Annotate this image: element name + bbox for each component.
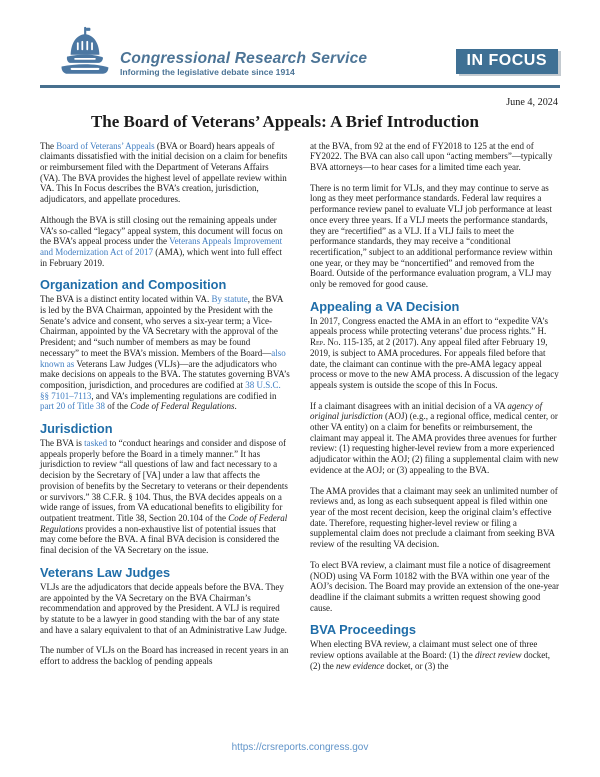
inline-link[interactable]: tasked [84, 438, 108, 449]
text-run: agency of original jurisdiction [310, 400, 543, 422]
text-run: docket, (2) the [310, 650, 551, 671]
paragraph [310, 316, 560, 391]
text-run: The number of VLJs on the Board has increased in recent years in an effort to address the backlog of pending appeals [40, 645, 289, 667]
text-run: In 2017, Congress enacted the AMA in an effort to “expedite VA’s appeals process while protecting veterans’ due process rights.” H. [310, 315, 548, 337]
text-run: (AMA), which went into full effect in February 2019. [40, 246, 283, 268]
in-focus-badge: IN FOCUS [456, 49, 558, 74]
paragraph [310, 401, 560, 476]
logo-tagline: Informing the legislative debate since 1914 [120, 67, 295, 77]
footer [0, 737, 600, 755]
text-run: , the BVA is led by the BVA Chairman, appointed by the President with the Senate’s advice and consent, who serves a six-year term; a Vice-Chairman, appointed by the VA Secretary with the approval of the President; and “such number of members as may be found necessary” to meet the BVA’s mission. Members of the Board— [40, 294, 283, 358]
text-run: There is no term limit for VLJs, and they may continue to serve as long as they meet performance standards. Federal law requires a performance review panel to evaluate VLJ job performance at least once every three years. If a VLJ meets the performance standards, they are “recertified” as a VLJ. If a VLJ fails to meet the performance standards, they may receive a “conditional recertification,” subject to an additional performance review within one year, or they may be “noncertified” and removed from the Board. Outside of the performance evaluation program, a VLJ may only be removed for good cause. [310, 182, 553, 290]
text-run: Code of Federal Regulations [40, 512, 288, 534]
text-run: Although the BVA is still closing out the remaining appeals under VA’s so-called “legacy” appeal system, this document will focus on the BVA’s appeal process under the [40, 214, 283, 247]
inline-link[interactable]: By statute [211, 294, 248, 305]
section-heading: Jurisdiction [40, 421, 113, 437]
inline-link[interactable]: Veterans Appeals Improvement and Modernization Act of 2017 [40, 236, 283, 257]
paragraph [40, 582, 290, 636]
paragraph [40, 215, 290, 269]
logo-title: Congressional Research Service [120, 50, 368, 67]
text-run: Rep. No. [310, 337, 341, 348]
text-run: The [40, 140, 57, 151]
text-run: at the BVA, from 92 at the end of FY2018 to 125 at the end of FY2022. The BVA can also call upon “acting members”—typically BVA attorneys—to hear cases for a limited time each year. [310, 140, 553, 172]
text-run: new evidence [336, 660, 385, 671]
text-run: When electing BVA review, a claimant must select one of three review options available at the Board: (1) the [310, 639, 538, 661]
paragraph [40, 294, 290, 412]
text-run: The BVA is a distinct entity located within VA. [40, 294, 212, 305]
logo-text [120, 50, 367, 80]
paragraph [40, 141, 290, 205]
inline-link[interactable]: part 20 of Title 38 [40, 401, 106, 412]
text-run: of the [105, 401, 131, 412]
text-run: direct review [474, 650, 522, 661]
text-run: (BVA or Board) hears appeals of claimants dissatisfied with the initial decision on a claim for benefits or reimbursement filed with the Department of Veterans Affairs (VA). The BVA provides the highest level of appellate review within VA. This In Focus describes the BVA’s creation, jurisdiction, adjudicators, and appellate procedures. [40, 140, 288, 205]
inline-link[interactable]: 38 U.S.C. §§ 7101–7113 [40, 379, 281, 401]
header [0, 0, 600, 80]
paragraph [310, 486, 560, 550]
section-heading: Veterans Law Judges [40, 564, 171, 580]
text-run: provides a non-exhaustive list of potential issues that may come before the BVA. A final BVA decision is considered the final decision of the VA Secretary on the issue. [40, 523, 280, 556]
paragraph [40, 645, 290, 666]
inline-link[interactable]: also known as [40, 347, 286, 369]
document-date: June 4, 2024 [506, 96, 558, 108]
text-run: The AMA provides that a claimant may seek an unlimited number of reviews and, as long as each subsequent appeal is filed within one year of the most recent decision, keep the original claim’s effective date. Therefore, requesting higher-level review or filing a supplemental claim does not preclude a claimant from seeking BVA review of the resulting VA decision. [310, 485, 558, 550]
text-run: Veterans Law Judges (VLJs)—are the adjudicators who make decisions on appeals to the BVA. The statutes governing BVA’s composition, jurisdiction, and procedures are codified at [40, 358, 290, 390]
text-run: to “conduct hearings and consider and dispose of appeals properly before the Board in a timely manner.” It has jurisdiction to review “all questions of law and fact necessary to a decision by the Secretary of [VA] under a law that affects the provision of benefits by the Secretary to veterans or their dependents or survivors.” 38 C.F.R. § 104. Thus, the BVA decides appeals on a wide range of issues, from VA educational benefits to eligibility for outpatient treatment. Title 38, Section 20.104 of the [40, 438, 288, 523]
right-column [310, 141, 560, 682]
section-heading: Appealing a VA Decision [310, 298, 460, 314]
section-heading: BVA Proceedings [310, 622, 416, 638]
crs-logo [58, 26, 367, 80]
text-run: Code of Federal Regulations [130, 401, 235, 412]
paragraph [310, 183, 560, 290]
text-run: The BVA is [40, 438, 85, 449]
text-run: . [234, 401, 237, 412]
text-run: 115-135, at 2 (2017). Any appeal filed after February 19, 2019, is subject to AMA procedures. For appeals filed before that date, the claimant can continue with the pre-AMA legacy appeal process or move to the new AMA process. A discussion of the legacy appeals system is outside the scope of this In Focus. [310, 337, 559, 390]
document-body [0, 132, 600, 682]
text-run: , and VA’s implementing regulations are codified in [91, 390, 277, 401]
document-title: The Board of Veterans’ Appeals: A Brief Introduction [90, 111, 480, 131]
paragraph [310, 560, 560, 614]
inline-link[interactable]: Board of Veterans’ Appeals [56, 140, 155, 151]
text-run: (AOJ) (e.g., a regional office, medical center, or other VA entity) on a claim for benefits or reimbursement, the claimant may appeal it. The AMA provides three avenues for further review: (1) requesting higher-level review from a more experienced adjudicator within the AOJ; (2) filing a supplemental claim with new evidence at the AOJ; or (3) appealing to the BVA. [310, 411, 559, 475]
text-run: docket, or (3) the [384, 660, 449, 671]
left-column [40, 141, 290, 682]
footer-link[interactable]: https://crsreports.congress.gov [231, 742, 369, 753]
paragraph [40, 438, 290, 556]
paragraph [310, 141, 560, 173]
paragraph [310, 639, 560, 671]
text-run: To elect BVA review, a claimant must file a notice of disagreement (NOD) using VA Form 10182 with the BVA within one year of the AOJ’s decision. The Board may provide an extension of the one-year deadline if the claimant submits a written request showing good cause. [310, 559, 560, 613]
capitol-dome-icon [58, 26, 120, 80]
text-run: If a claimant disagrees with an initial decision of a VA [310, 400, 508, 411]
section-heading: Organization and Composition [40, 277, 227, 293]
text-run: VLJs are the adjudicators that decide appeals before the BVA. They are appointed by the VA Secretary on the BVA Chairman’s recommendation and approved by the President. A VLJ is required by statute to be a lawyer in good standing with the bar of any state and have a salary equivalent to that of an Administrative Law Judge. [40, 581, 287, 635]
